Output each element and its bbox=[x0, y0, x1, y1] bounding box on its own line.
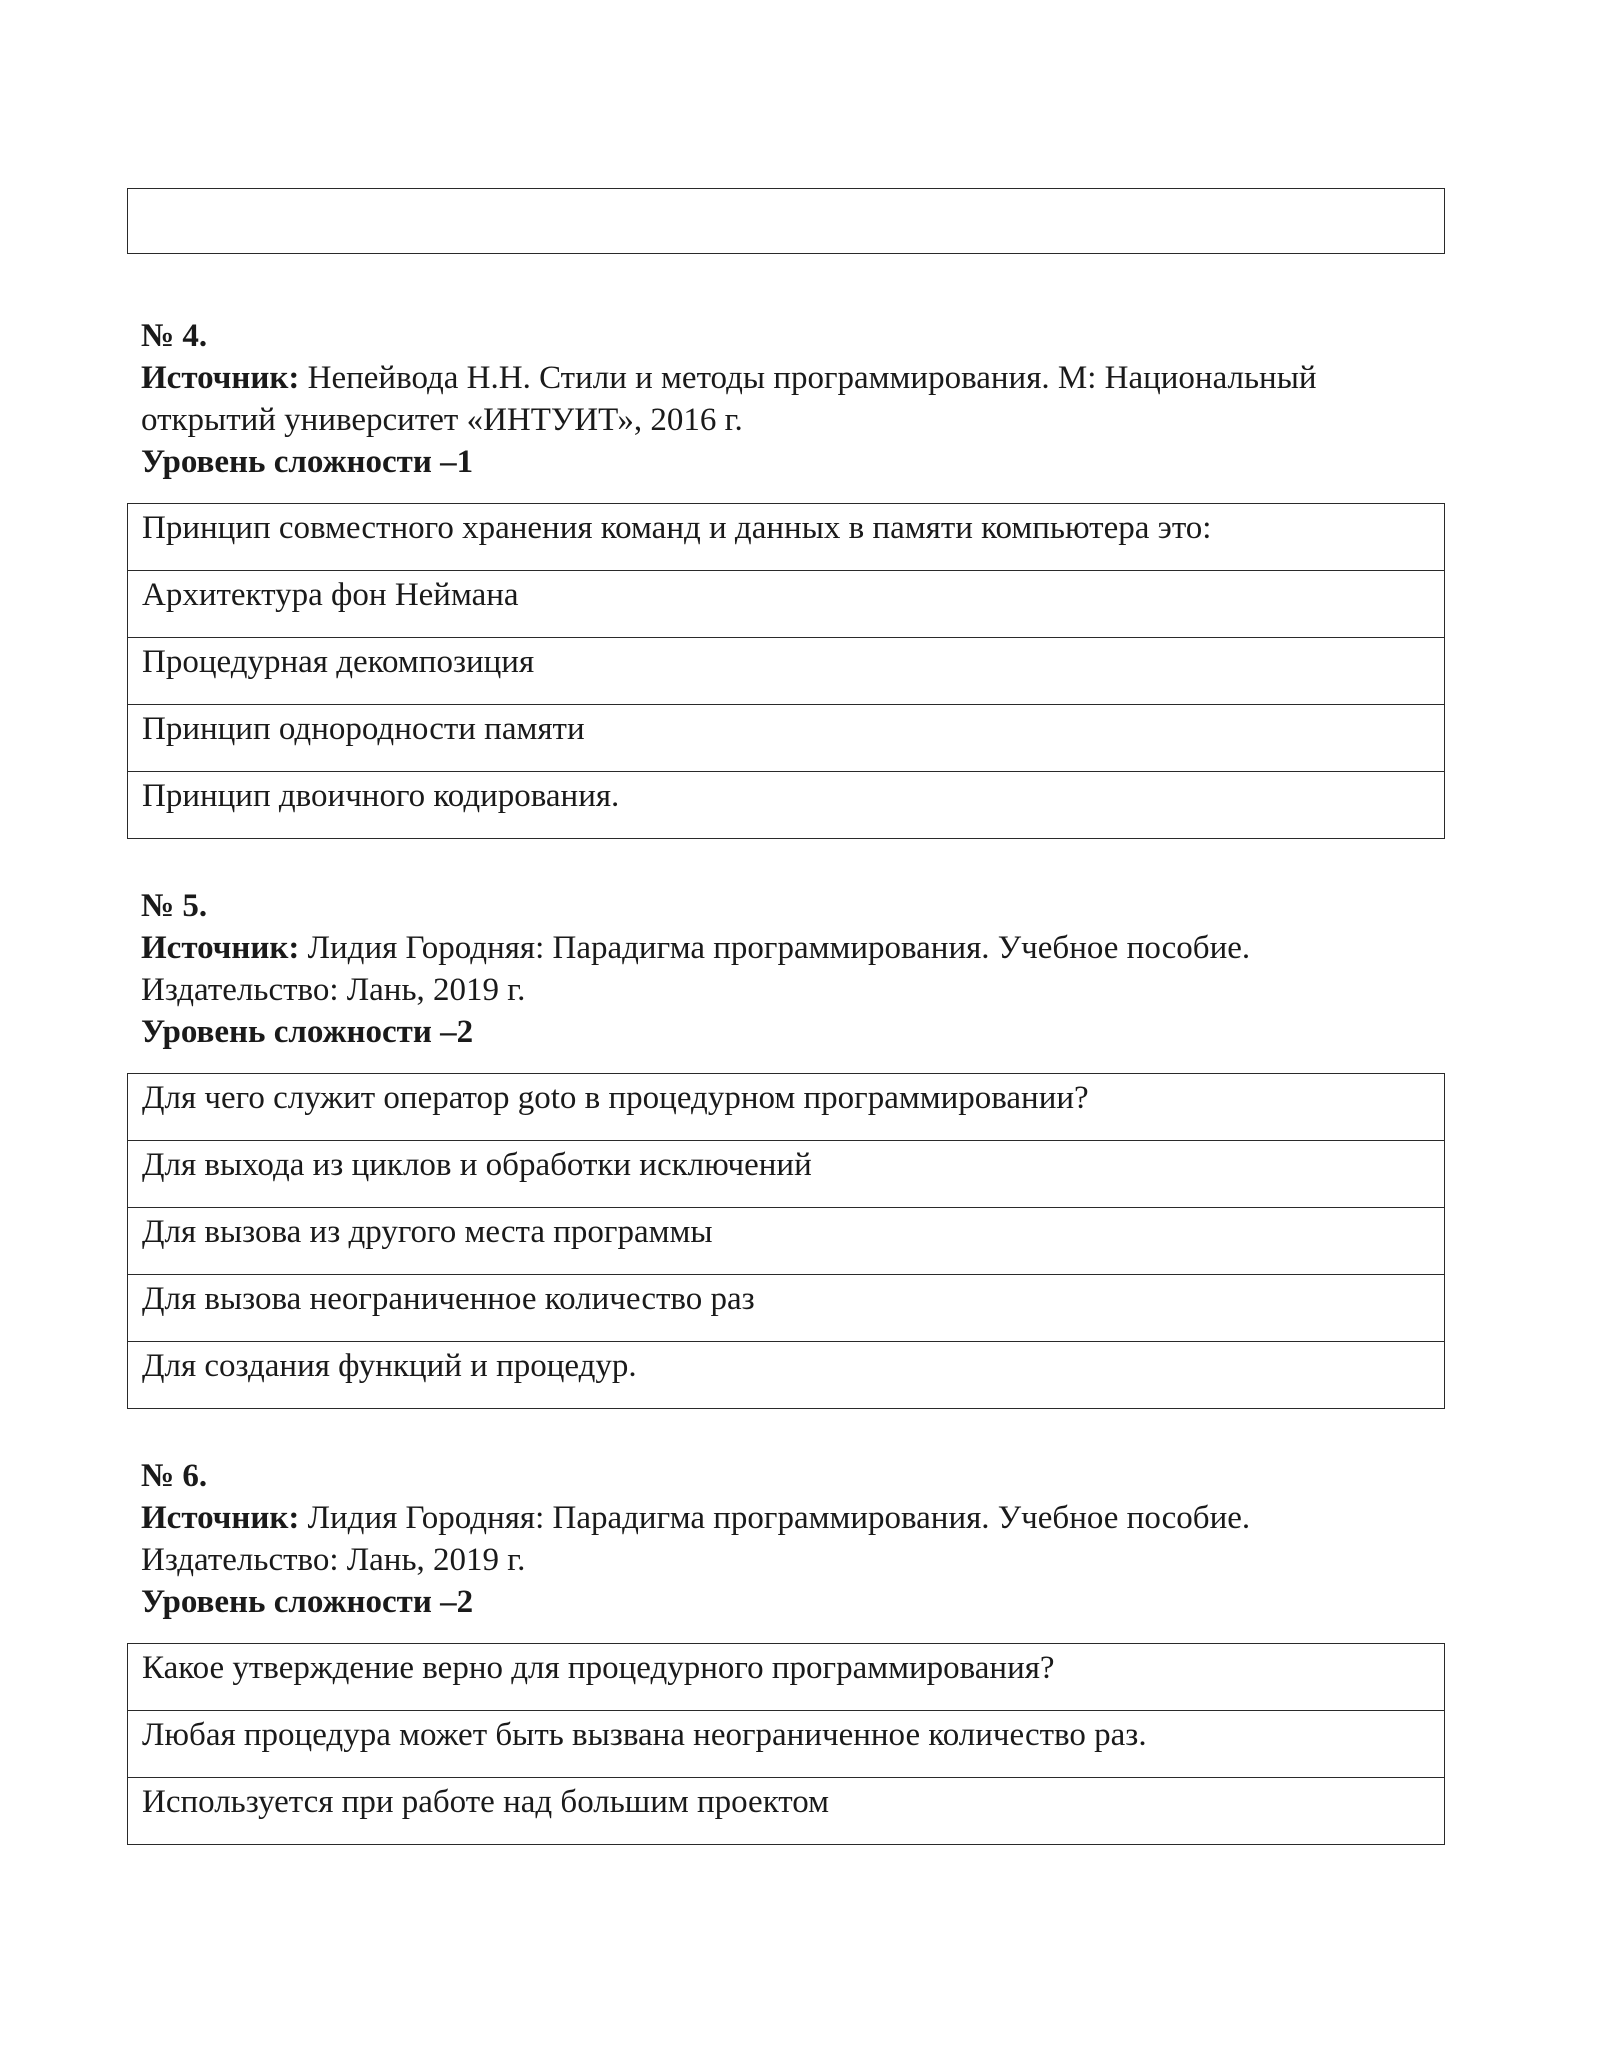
question-text: Какое утверждение верно для процедурного программирования? bbox=[142, 1650, 1055, 1686]
source-text-continued: Издательство: Лань, 2019 г. bbox=[141, 1542, 526, 1578]
answer-option-row bbox=[128, 1141, 1445, 1208]
question-block-6 bbox=[127, 1455, 1445, 1845]
question-block-5 bbox=[127, 885, 1445, 1409]
difficulty-value: 1 bbox=[456, 444, 474, 480]
question-table bbox=[127, 503, 1445, 839]
question-row bbox=[128, 504, 1445, 571]
question-meta bbox=[127, 315, 1445, 483]
answer-option: Принцип однородности памяти bbox=[142, 711, 585, 747]
answer-option: Процедурная декомпозиция bbox=[142, 644, 535, 680]
question-number: № 4. bbox=[141, 318, 208, 354]
question-row bbox=[128, 1074, 1445, 1141]
question-text: Принцип совместного хранения команд и данных в памяти компьютера это: bbox=[142, 510, 1212, 546]
difficulty-value: 2 bbox=[456, 1014, 474, 1050]
difficulty-label: Уровень сложности –2 bbox=[141, 1584, 474, 1620]
question-text: Для чего служит оператор goto в процедурном программировании? bbox=[142, 1080, 1089, 1116]
question-block-4 bbox=[127, 315, 1445, 839]
answer-option-row bbox=[128, 1778, 1445, 1845]
source-label: Источник: bbox=[141, 360, 300, 396]
answer-option-row bbox=[128, 1208, 1445, 1275]
answer-option-row bbox=[128, 772, 1445, 839]
source-text-continued: открытий университет «ИНТУИТ», 2016 г. bbox=[141, 402, 743, 438]
answer-option-row bbox=[128, 1275, 1445, 1342]
source-label: Источник: bbox=[141, 1500, 300, 1536]
answer-option-row bbox=[128, 571, 1445, 638]
answer-option-row bbox=[128, 638, 1445, 705]
question-number: № 5. bbox=[141, 888, 208, 924]
answer-option: Используется при работе над большим проектом bbox=[142, 1784, 830, 1820]
answer-option: Принцип двоичного кодирования. bbox=[142, 778, 620, 814]
question-table bbox=[127, 1643, 1445, 1845]
answer-option: Для вызова неограниченное количество раз bbox=[142, 1281, 755, 1317]
question-table bbox=[127, 1073, 1445, 1409]
answer-option: Любая процедура может быть вызвана неограниченное количество раз. bbox=[142, 1717, 1147, 1753]
answer-option-row bbox=[128, 1342, 1445, 1409]
source-text: Непейвода Н.Н. Стили и методы программирования. М: Национальный bbox=[307, 360, 1317, 396]
answer-option: Для вызова из другого места программы bbox=[142, 1214, 713, 1250]
difficulty-value: 2 bbox=[456, 1584, 474, 1620]
answer-option-row bbox=[128, 1711, 1445, 1778]
question-meta bbox=[127, 1455, 1445, 1623]
source-text-continued: Издательство: Лань, 2019 г. bbox=[141, 972, 526, 1008]
answer-option: Для создания функций и процедур. bbox=[142, 1348, 637, 1384]
question-meta bbox=[127, 885, 1445, 1053]
source-text: Лидия Городняя: Парадигма программирования. Учебное пособие. bbox=[307, 1500, 1251, 1536]
source-label: Источник: bbox=[141, 930, 300, 966]
difficulty-label: Уровень сложности –2 bbox=[141, 1014, 474, 1050]
source-text: Лидия Городняя: Парадигма программирования. Учебное пособие. bbox=[307, 930, 1251, 966]
difficulty-label: Уровень сложности –1 bbox=[141, 444, 474, 480]
answer-option: Для выхода из циклов и обработки исключений bbox=[142, 1147, 812, 1183]
answer-option: Архитектура фон Неймана bbox=[142, 577, 519, 613]
answer-option-row bbox=[128, 705, 1445, 772]
empty-table-cell bbox=[127, 188, 1445, 254]
question-number: № 6. bbox=[141, 1458, 208, 1494]
question-row bbox=[128, 1644, 1445, 1711]
